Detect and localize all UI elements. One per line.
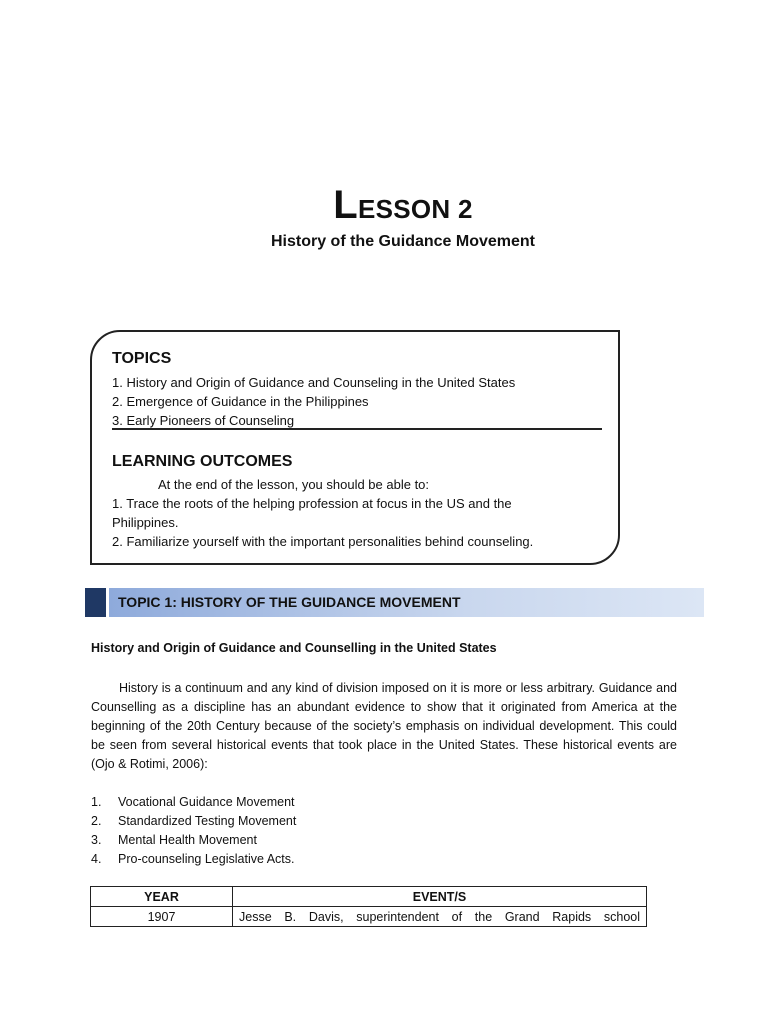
topic-item: 1. History and Origin of Guidance and Counseling in the United States — [112, 375, 516, 390]
history-table — [90, 886, 647, 927]
table-row — [91, 907, 647, 927]
historical-events-list — [91, 793, 296, 869]
events-column-header: EVENT/S — [233, 887, 647, 907]
topic-item: 3. Early Pioneers of Counseling — [112, 413, 295, 428]
year-column-header: YEAR — [91, 887, 233, 907]
list-item-number: 3. — [91, 833, 102, 847]
table-cell-event: Jesse B. Davis, superintendent of the Grand Rapids school — [233, 907, 647, 927]
lesson-title-initial: L — [333, 183, 358, 227]
learning-outcomes-heading: LEARNING OUTCOMES — [112, 453, 293, 470]
list-item-text: Pro-counseling Legislative Acts. — [118, 852, 295, 866]
topic-bar-label: TOPIC 1: HISTORY OF THE GUIDANCE MOVEMENT — [118, 594, 461, 610]
list-item-text: Vocational Guidance Movement — [118, 795, 295, 809]
list-item-number: 4. — [91, 852, 102, 866]
list-item — [91, 793, 296, 812]
body-paragraph: History is a continuum and any kind of division imposed on it is more or less arbitrary. Guidance and Counselling as a discipline has an abundant evidence to show that it originated from America at the beginning of the 20th Century because of the society’s emphasis on individual development. This could be seen from several historical events that took place in the United States. These historical events are (Ojo & Rotimi, 2006): — [91, 681, 677, 771]
outcomes-intro: At the end of the lesson, you should be able to: — [158, 477, 430, 492]
lesson-title-rest: ESSON 2 — [357, 194, 473, 224]
topics-box — [90, 330, 620, 565]
topic-bar-marker — [85, 588, 106, 617]
list-item — [91, 850, 296, 869]
table-header-row — [91, 887, 647, 907]
outcome-item: 2. Familiarize yourself with the important personalities behind counseling. — [112, 534, 534, 549]
table-cell-year: 1907 — [91, 907, 233, 927]
topic-item: 2. Emergence of Guidance in the Philippines — [112, 394, 369, 409]
section-heading: History and Origin of Guidance and Counselling in the United States — [91, 641, 497, 655]
topic-section-bar — [85, 588, 704, 617]
topics-divider — [112, 428, 602, 430]
outcome-item: Philippines. — [112, 515, 179, 530]
list-item — [91, 812, 296, 831]
lesson-subtitle: History of the Guidance Movement — [270, 233, 536, 250]
list-item-text: Standardized Testing Movement — [118, 814, 297, 828]
list-item-text: Mental Health Movement — [118, 833, 257, 847]
list-item-number: 2. — [91, 814, 102, 828]
lesson-title — [0, 183, 768, 228]
list-item — [91, 831, 296, 850]
topics-heading: TOPICS — [112, 350, 172, 367]
outcome-item: 1. Trace the roots of the helping profession at focus in the US and the — [112, 496, 512, 511]
list-item-number: 1. — [91, 795, 102, 809]
